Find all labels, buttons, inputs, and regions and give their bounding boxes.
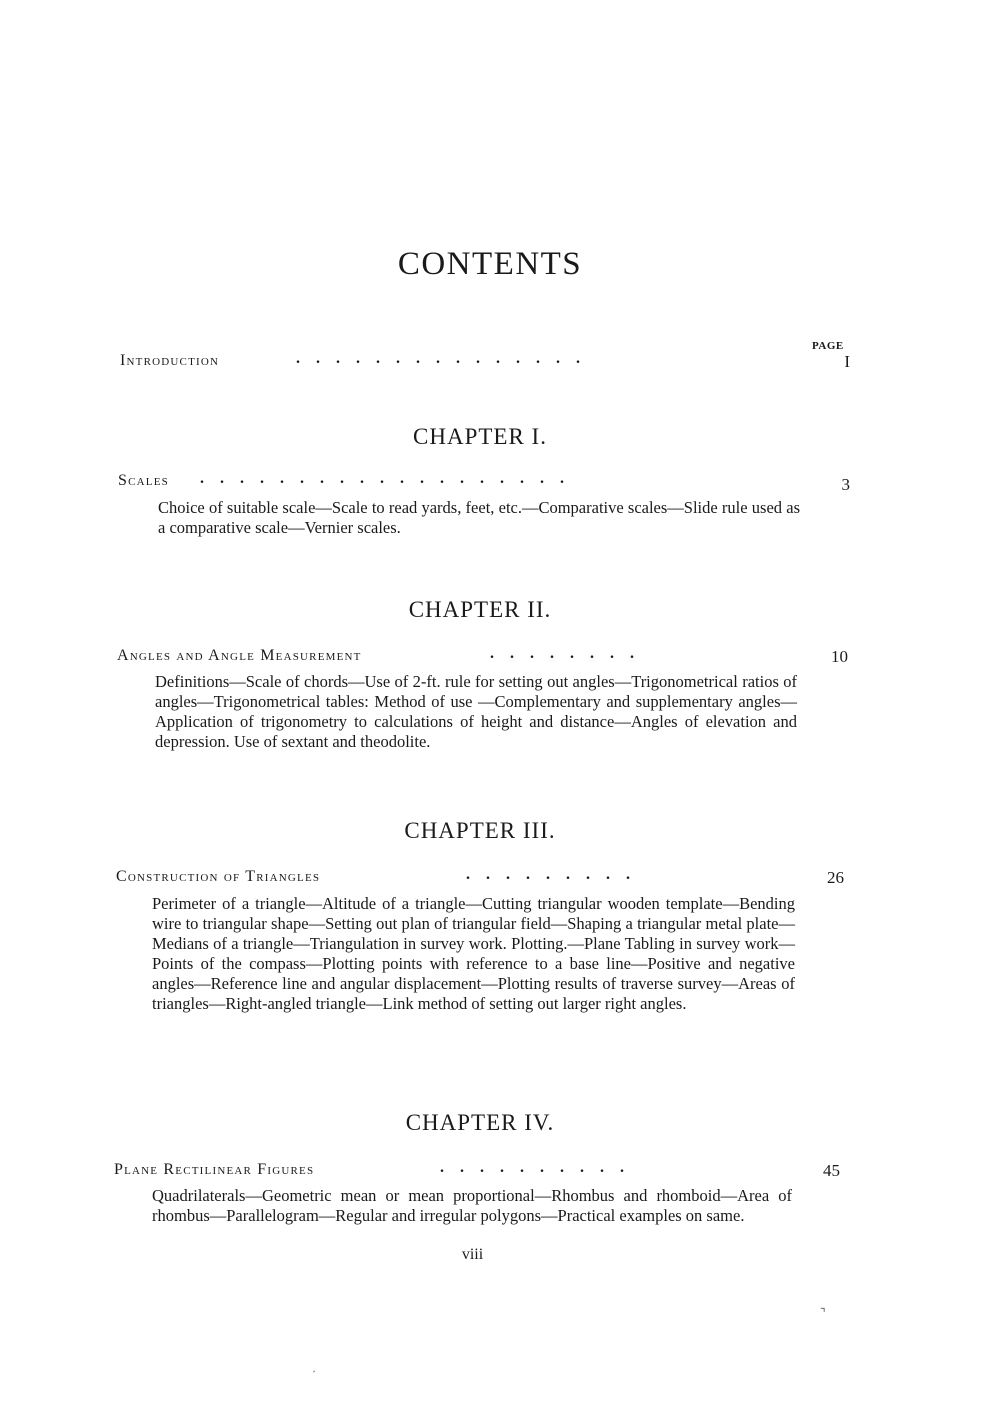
toc-entry-4-title: Plane Rectilinear Figures: [114, 1161, 315, 1178]
leader-dots: . . . . . . . . . .: [440, 1159, 624, 1176]
toc-entry-2-page: 10: [831, 647, 848, 666]
toc-entry-4-description: Quadrilaterals—Geometric mean or mean proportional—Rhombus and rhomboid—Area of rhombus—Parallelogram—Regular and irregular polygons—Practical examples on same.: [152, 1186, 792, 1225]
toc-entry-1-page: 3: [841, 475, 850, 494]
toc-entry-3-page: 26: [827, 868, 844, 887]
toc-entry-1-title: Scales: [118, 472, 169, 489]
scan-mark: ⌝: [820, 1306, 826, 1320]
toc-entry-3-title: Construction of Triangles: [116, 868, 321, 885]
leader-dots: . . . . . . . . . . . . . . .: [296, 350, 580, 367]
chapter-heading-2: CHAPTER II.: [408, 597, 552, 622]
footer-page-number: viii: [461, 1246, 484, 1263]
chapter-heading-4: CHAPTER IV.: [405, 1110, 555, 1135]
leader-dots: . . . . . . . .: [490, 645, 634, 662]
toc-entry-2-title: Angles and Angle Measurement: [117, 647, 362, 664]
toc-entry-introduction-page: I: [844, 352, 850, 371]
chapter-heading-1: CHAPTER I.: [413, 424, 547, 449]
page-column-label: PAGE: [812, 340, 844, 352]
chapter-heading-3: CHAPTER III.: [404, 818, 556, 843]
scan-mark: ´: [312, 1368, 316, 1382]
toc-entry-3-description: Perimeter of a triangle—Altitude of a triangle—Cutting triangular wooden template—Bending wire to triangular shape—Setting out plan of triangular field—Shaping a triangular metal plate—Medians of a triangle—Triangulation in survey work. Plotting.—Plane Tabling in survey work—Points of the compass—Plotting points with reference to a base line—Positive and negative angles—Reference line and angular displacement—Plotting results of traverse survey—Areas of triangles—Right-angled triangle—Link method of setting out larger right angles.: [152, 894, 795, 1013]
leader-dots: . . . . . . . . . . . . . . . . . . .: [200, 470, 564, 487]
toc-entry-4-page: 45: [823, 1161, 840, 1180]
toc-entry-introduction-title: Introduction: [120, 352, 220, 369]
toc-entry-2-description: Definitions—Scale of chords—Use of 2-ft. rule for setting out angles—Trigonometrical ratios of angles—Trigonometrical tables: Method of use —Complementary and supplementary angles—Application of trigonometry to calculations of height and distance—Angles of elevation and depression. Use of sextant and theodolite.: [155, 672, 797, 751]
leader-dots: . . . . . . . . .: [466, 866, 630, 883]
toc-entry-1-description: Choice of suitable scale—Scale to read yards, feet, etc.—Comparative scales—Slide rule used as a comparative scale—Vernier scales.: [158, 498, 800, 537]
page-title: CONTENTS: [397, 246, 583, 282]
